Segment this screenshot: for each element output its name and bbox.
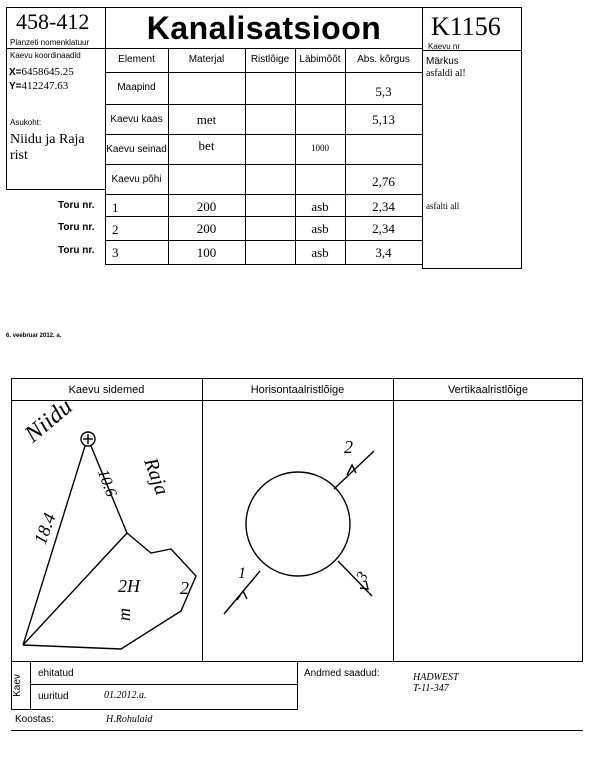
pipe-label-sketch-3: 3 [353,569,372,585]
col-abs: Abs. kõrgus [357,53,410,65]
table-col-line [245,48,246,264]
kaevu-divider [422,50,522,51]
table-row-line [105,240,422,241]
pipe-abs-1: 2,34 [372,199,395,214]
pipe-abs-3: 3,4 [375,245,392,260]
pipe-mat-1: asb [311,199,329,214]
pipe-diam-2: 200 [196,221,217,236]
left-box-bottom [6,189,106,190]
hand-2h: 2H [118,576,140,596]
horizontal-section [202,401,393,661]
andmed-line1: HADWEST [413,672,459,683]
pipe-diam-3: 100 [196,245,217,260]
x-label: X= [9,67,22,78]
sketch-col-divider-2 [393,378,394,662]
ehitatud-label: ehitatud [38,668,74,679]
pipe-nr-1: 1 [112,200,119,215]
row-kaas-materjal: met [196,112,217,127]
hand-10-6: 10.6 [94,467,120,500]
uuritud-value: 01.2012.a. [104,690,147,701]
row-pohi-element: Kaevu põhi [111,173,162,185]
manhole-circle [246,472,350,576]
pipe-diam-1: 200 [196,199,217,214]
markus-header: Märkus [426,56,459,67]
col-element: Element [118,53,155,65]
hand-niidu: Niidu [20,393,78,448]
planzet-number: 458-412 [16,9,90,34]
koostas-value: H.Rohulaid [106,714,153,725]
hand-raja: Raja [139,455,173,499]
hand-2: 2 [180,578,189,598]
kaev-label: Kaev [11,674,23,697]
pipe-label-sketch-1: 1 [238,565,246,582]
row-kaas-abs: 5,13 [372,112,395,127]
x-coordinate [9,66,74,78]
table-row-line [105,194,422,195]
pipe-mat-2: asb [311,221,329,236]
y-coordinate [9,80,68,92]
planzet-caption: Planzeti nomenklatuur [10,38,90,47]
line-to-corner-left [23,446,85,645]
table-row-line [105,264,422,265]
asukoht-label: Asukoht: [10,118,42,127]
row-maapind-abs: 5,3 [375,84,392,99]
pipe-abs-2: 2,34 [372,221,395,236]
sketch-header-vertikaal: Vertikaalristlõige [447,383,529,396]
row-seinad-element: Kaevu seinad [106,143,167,155]
pipe-label-3: Toru nr. [58,245,95,256]
asukoht-line2: rist [10,148,28,163]
andmed-line2: T-11-347 [413,683,449,694]
uuritud-label: uuritud [38,691,69,702]
pipe-label-sketch-2: 2 [344,437,353,457]
pipe-note-1: asfalti all [426,201,460,211]
andmed-label: Andmed saadud: [304,668,380,679]
table-col-line [422,48,423,264]
kaevu-nr-caption: Kaevu nr [428,42,461,51]
document-date: 6. veebruar 2012. a. [6,333,62,339]
coords-caption: Kaevu koordinaadid [10,51,81,60]
row-seinad-labimoot: 1000 [311,143,329,153]
markus-top: asfaldi al! [426,68,466,79]
row-pohi-abs: 2,76 [372,174,395,189]
footer-row-divider-2 [11,709,298,710]
hand-18-4: 18.4 [30,510,60,547]
row-kaas-element: Kaevu kaas [110,113,163,125]
sketch-header-sidemed: Kaevu sidemed [68,383,145,396]
y-value: 412247.63 [21,80,69,92]
sketch-header-horisontaal: Horisontaalristlõige [250,383,345,396]
footer-row-divider [31,684,298,685]
pipe-nr-2: 2 [112,222,119,237]
col-ristloige: Ristlõige [250,53,290,65]
footer-koostas-line [11,730,583,731]
pipe-mat-3: asb [311,245,329,260]
kaevu-nr: K1156 [431,12,501,41]
col-labimoot: Läbimõõt [299,53,341,65]
number-divider [6,48,106,49]
title-box [105,7,423,49]
asukoht-line1: Niidu ja Raja [10,132,85,147]
y-label: Y= [9,81,22,92]
row-maapind-element: Maapind [117,81,156,93]
page-title: Kanalisatsioon [146,9,382,46]
koostas-label: Koostas: [15,714,54,725]
building-outline [23,533,196,649]
pipe-nr-3: 3 [112,245,119,260]
col-materjal: Materjal [188,53,225,65]
pipe-label-2: Toru nr. [58,222,95,233]
pipe-label-1: Toru nr. [58,200,95,211]
hand-m: m [114,608,134,621]
x-value: 6458645.25 [21,66,74,78]
row-seinad-materjal: bet [198,138,215,153]
